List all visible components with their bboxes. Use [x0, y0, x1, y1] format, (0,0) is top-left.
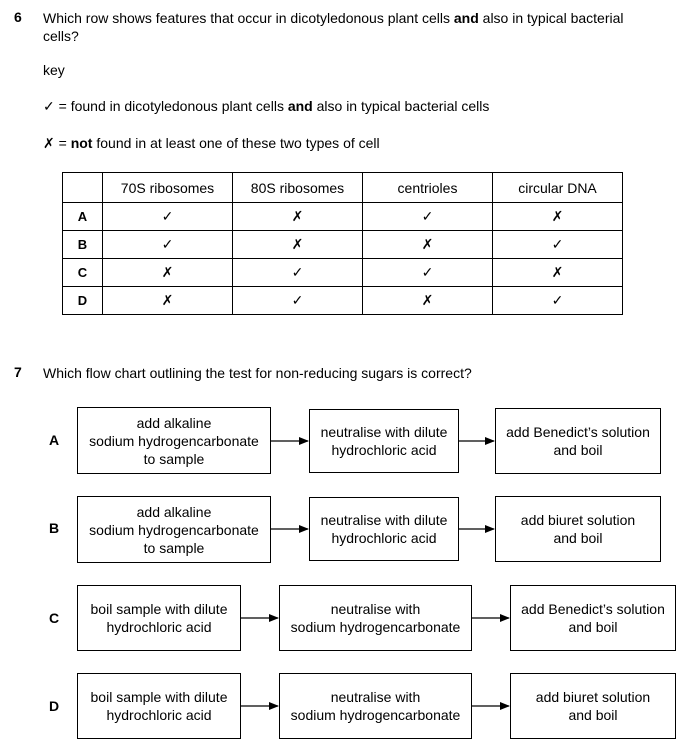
step-text: add Benedict’s solution and boil [506, 424, 650, 458]
step-text: neutralise with sodium hydrogencarbonate [290, 601, 461, 635]
step-text: neutralise with dilute hydrochloric acid [320, 424, 448, 458]
step-text: boil sample with dilute hydrochloric acid [90, 689, 228, 723]
tick-icon: ✓ [43, 98, 55, 114]
table-cell: ✗ [103, 287, 233, 315]
step-text: add alkaline sodium hydrogencarbonate to sample [89, 503, 259, 556]
key-cross-prefix: = [54, 135, 71, 151]
option-a-label: A [49, 432, 60, 448]
table-cell: ✗ [493, 203, 623, 231]
key-tick-prefix: = found in dicotyledonous plant cells [54, 98, 288, 114]
step-text: add biuret solution and boil [520, 512, 636, 546]
step-text: neutralise with sodium hydrogencarbonate [290, 689, 461, 723]
step-text: boil sample with dilute hydrochloric acid [90, 601, 228, 635]
table-cell: ✓ [233, 259, 363, 287]
option-d-label: D [49, 698, 60, 714]
key-cross-suffix: found in at least one of these two types of cell [92, 135, 380, 151]
table-cell: ✓ [363, 203, 493, 231]
table-header-cell: circular DNA [493, 173, 623, 203]
table-header-cell: centrioles [363, 173, 493, 203]
key-label: key [43, 62, 65, 78]
table-cell: ✗ [233, 203, 363, 231]
table-cell: ✓ [493, 287, 623, 315]
question-7-text: Which flow chart outlining the test for non-reducing sugars is correct? [43, 365, 472, 381]
key-tick-suffix: also in typical bacterial cells [312, 98, 490, 114]
step-text: add alkaline sodium hydrogencarbonate to sample [89, 414, 259, 467]
table-cell: ✗ [363, 231, 493, 259]
question-6-text-part: Which row shows features that occur in dicotyledonous plant cells [43, 10, 454, 26]
key-tick-bold: and [287, 98, 313, 114]
question-6-number: 6 [14, 9, 22, 25]
step-text: add Benedict’s solution and boil [521, 601, 665, 635]
table-cell: ✓ [233, 287, 363, 315]
table-cell: ✗ [363, 287, 493, 315]
question-6-text-bold: and [453, 10, 479, 26]
question-7-number: 7 [14, 364, 22, 380]
question-6-text-line2: cells? [43, 28, 79, 44]
table-header-cell: 70S ribosomes [103, 173, 233, 203]
table-cell: ✓ [493, 231, 623, 259]
option-b-label: B [49, 520, 60, 536]
table-cell: ✓ [103, 231, 233, 259]
question-6-text-end: also in typical bacterial [478, 10, 624, 26]
row-label: A [63, 203, 103, 231]
option-c-label: C [49, 610, 60, 626]
key-cross-bold: not [70, 135, 93, 151]
row-label: D [63, 287, 103, 315]
table-cell: ✓ [363, 259, 493, 287]
step-text: add biuret solution and boil [535, 689, 651, 723]
table-cell: ✗ [493, 259, 623, 287]
table-header-cell: 80S ribosomes [233, 173, 363, 203]
row-label: B [63, 231, 103, 259]
table-cell: ✗ [103, 259, 233, 287]
step-text: neutralise with dilute hydrochloric acid [320, 512, 448, 546]
row-label: C [63, 259, 103, 287]
cross-icon: ✗ [43, 135, 55, 151]
table-cell: ✗ [233, 231, 363, 259]
table-cell: ✓ [103, 203, 233, 231]
